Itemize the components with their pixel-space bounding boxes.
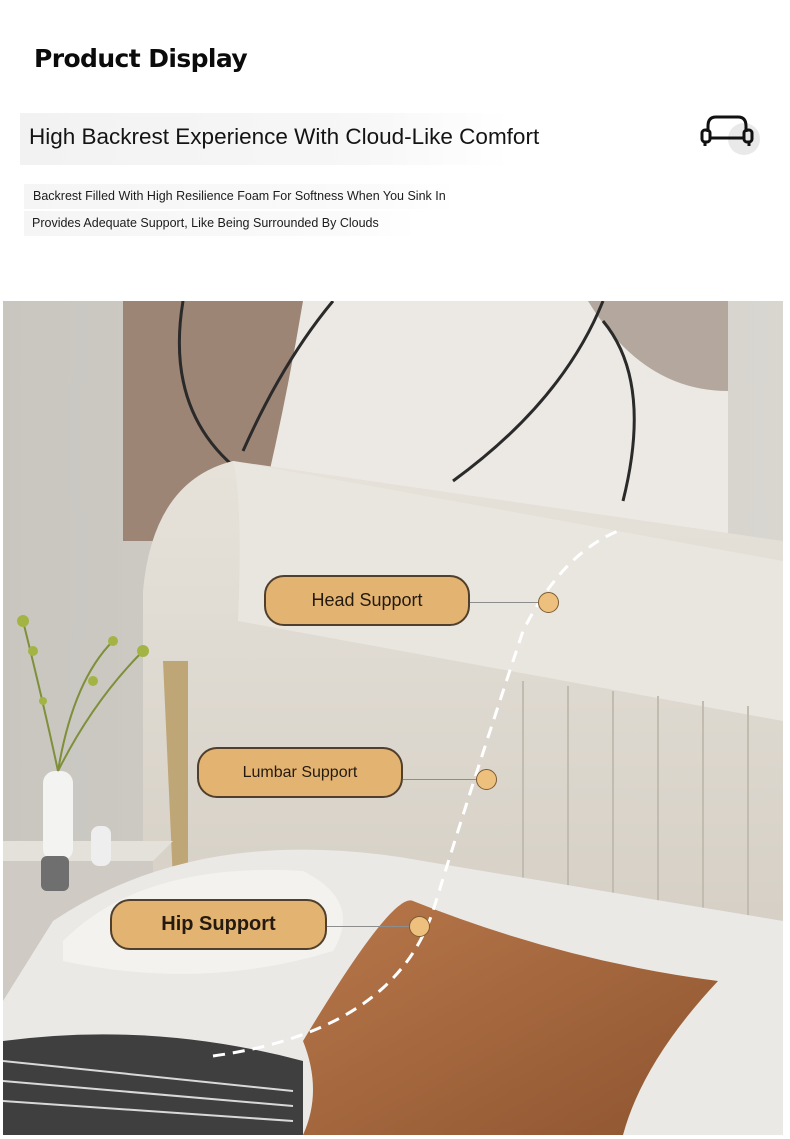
head-leader-line (470, 602, 539, 603)
description-line-1: Backrest Filled With High Resilience Foam For Softness When You Sink In (33, 189, 446, 203)
head-support-marker (538, 592, 559, 613)
sofa-icon (698, 112, 764, 158)
lumbar-support-marker (476, 769, 497, 790)
hip-leader-line (327, 926, 409, 927)
lumbar-support-label: Lumbar Support (197, 747, 403, 798)
bed-photo (3, 301, 783, 1135)
hip-support-label: Hip Support (110, 899, 327, 950)
headline: High Backrest Experience With Cloud-Like Comfort (29, 124, 540, 149)
section-title: Product Display (34, 44, 248, 73)
lumbar-leader-line (403, 779, 477, 780)
head-support-label: Head Support (264, 575, 470, 626)
description-line-2: Provides Adequate Support, Like Being Surrounded By Clouds (32, 216, 379, 230)
hip-support-marker (409, 916, 430, 937)
